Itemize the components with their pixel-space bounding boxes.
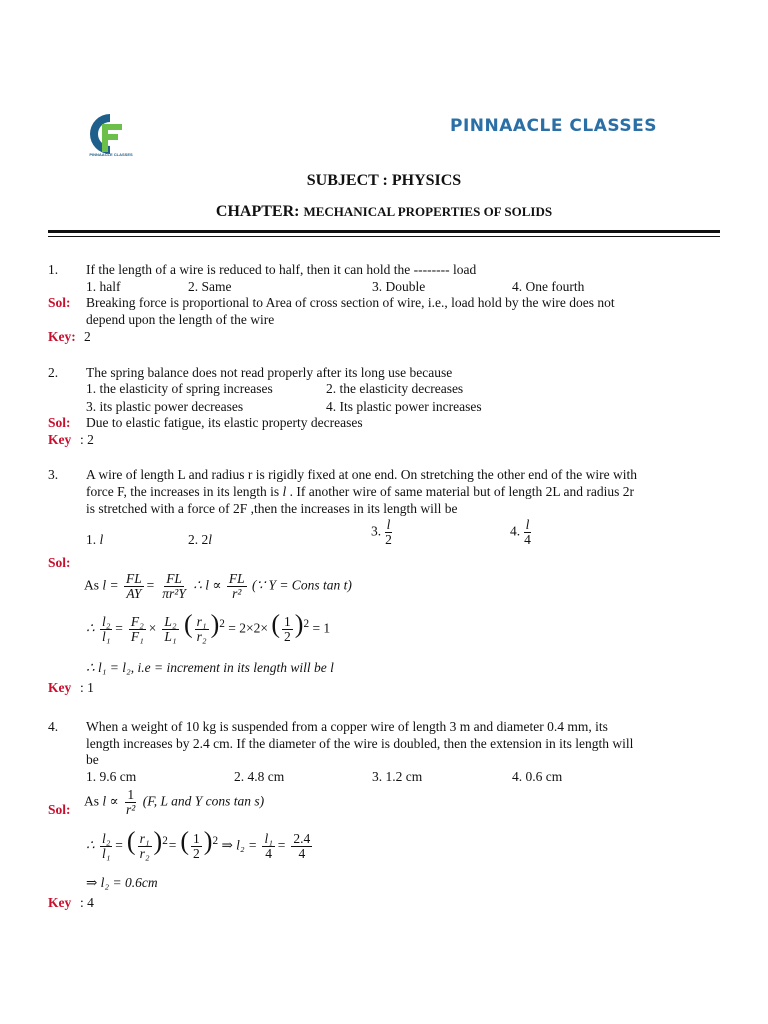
q4-line3: be [86,752,99,767]
q3-equation-2: ∴ $\frac{\text{l₂}}{\text{l₁}}$ = $\frac{\text{F₂}}{\text{F₁}}$ × $\frac{\text{L₂}}{\text{L₁}}$ ( $\frac{\text{r₁}}{\text{r₂}}$ )$^2$ = 2×2× ( $\frac{1}{2}$ )$^2$ = 1 [86,609,331,644]
q3-option-2: 2. 2l [188,532,213,547]
q4-option-3: 3. 1.2 cm [372,769,423,784]
q1-option-3: 3. Double [372,279,426,294]
q3-equation-3: ∴ l₁ = l₂, i.e = increment in its length will be l [86,660,334,675]
q1-number: 1. [48,262,59,277]
q3-key-value: : 1 [80,680,94,695]
q1-sol-line1: Breaking force is proportional to Area of cross section of wire, i.e., load hold by the wire does not [86,295,615,310]
q1-sol-label: Sol: [48,295,71,310]
q4-key-value: : 4 [80,895,94,910]
q4-option-2: 2. 4.8 cm [234,769,285,784]
logo-caption: PINNAACLE CLASSES [89,152,133,157]
header-rule-thick [48,230,720,233]
q3-line1: A wire of length L and radius r is rigidly fixed at one end. On stretching the other end of the wire with [86,467,637,482]
q1-text: If the length of a wire is reduced to half, then it can hold the -------- load [86,262,477,277]
q1-key-label: Key: [48,329,76,344]
q4-sol-label: Sol: [48,802,71,817]
q1-sol-line2: depend upon the length of the wire [86,312,275,327]
q3-line2: force F, the increases in its length is l . If another wire of same material but of length 2L and radius 2r [86,484,635,499]
q4-equation-1: As l ∝ $\frac{1}{\text{r²}}$ (F, L and Y cons tan s) [84,787,265,817]
q4-key-label: Key [48,895,72,910]
q4-line1: When a weight of 10 kg is suspended from a copper wire of length 3 m and diameter 0.4 mm, its [86,719,608,734]
q3-key-label: Key [48,680,72,695]
q3-sol-label: Sol: [48,555,71,570]
q2-sol-label: Sol: [48,415,71,430]
q4-equation-3: ⇒ l₂ = 0.6cm [86,875,158,890]
q3-option-1: 1. l [86,532,104,547]
q1-option-2: 2. Same [188,279,232,294]
q3-number: 3. [48,467,59,482]
q4-equation-2: ∴ $\frac{\text{l₂}}{\text{l₁}}$ = ( $\frac{\text{r₁}}{\text{r₂}}$ )$^2$= ( $\frac{1}{2}$ )$^2$ ⇒ l₂ = $\frac{\text{l₁}}{4}$ = $\frac{2.4}{4}$ [86,826,311,861]
q1-option-1: 1. half [86,279,121,294]
q1-key-value: 2 [84,329,91,344]
q2-option-1: 1. the elasticity of spring increases [86,381,273,396]
q2-option-3: 3. its plastic power decreases [86,399,244,414]
q2-sol-text: Due to elastic fatigue, its elastic property decreases [86,415,363,430]
q1-option-4: 4. One fourth [512,279,585,294]
pinnaacle-logo-icon [88,112,132,166]
q4-option-1: 1. 9.6 cm [86,769,137,784]
chapter-title [0,203,768,221]
q2-option-2: 2. the elasticity decreases [326,381,464,396]
chapter-label: CHAPTER: [215,203,300,220]
q3-option-3: 3. $\frac{l}{2}$ [371,517,392,547]
brand-name: PINNAACLE CLASSES [450,116,657,136]
q3-equation-1: As l = $\frac{FL}{AY}$ = $\frac{FL}{\text{πr²Y}}$ ∴ l ∝ $\frac{FL}{\text{r²}}$ (∵ Y = Cons tan t) [84,571,352,601]
q4-option-4: 4. 0.6 cm [512,769,563,784]
q2-key-label: Key [48,432,72,447]
q3-option-4: 4. $\frac{l}{4}$ [510,517,531,547]
q2-number: 2. [48,365,59,380]
q3-line3: is stretched with a force of 2F ,then the increases in its length will be [86,501,458,516]
q2-text: The spring balance does not read properly after its long use because [86,365,453,380]
q2-key-value: : 2 [80,432,94,447]
header-rule-thin [48,236,720,237]
q4-number: 4. [48,719,59,734]
q4-line2: length increases by 2.4 cm. If the diameter of the wire is doubled, then the extension in its length will [86,736,634,751]
q2-option-4: 4. Its plastic power increases [326,399,482,414]
chapter-name: MECHANICAL PROPERTIES OF SOLIDS [303,204,553,219]
subject-title: SUBJECT : PHYSICS [306,172,462,189]
